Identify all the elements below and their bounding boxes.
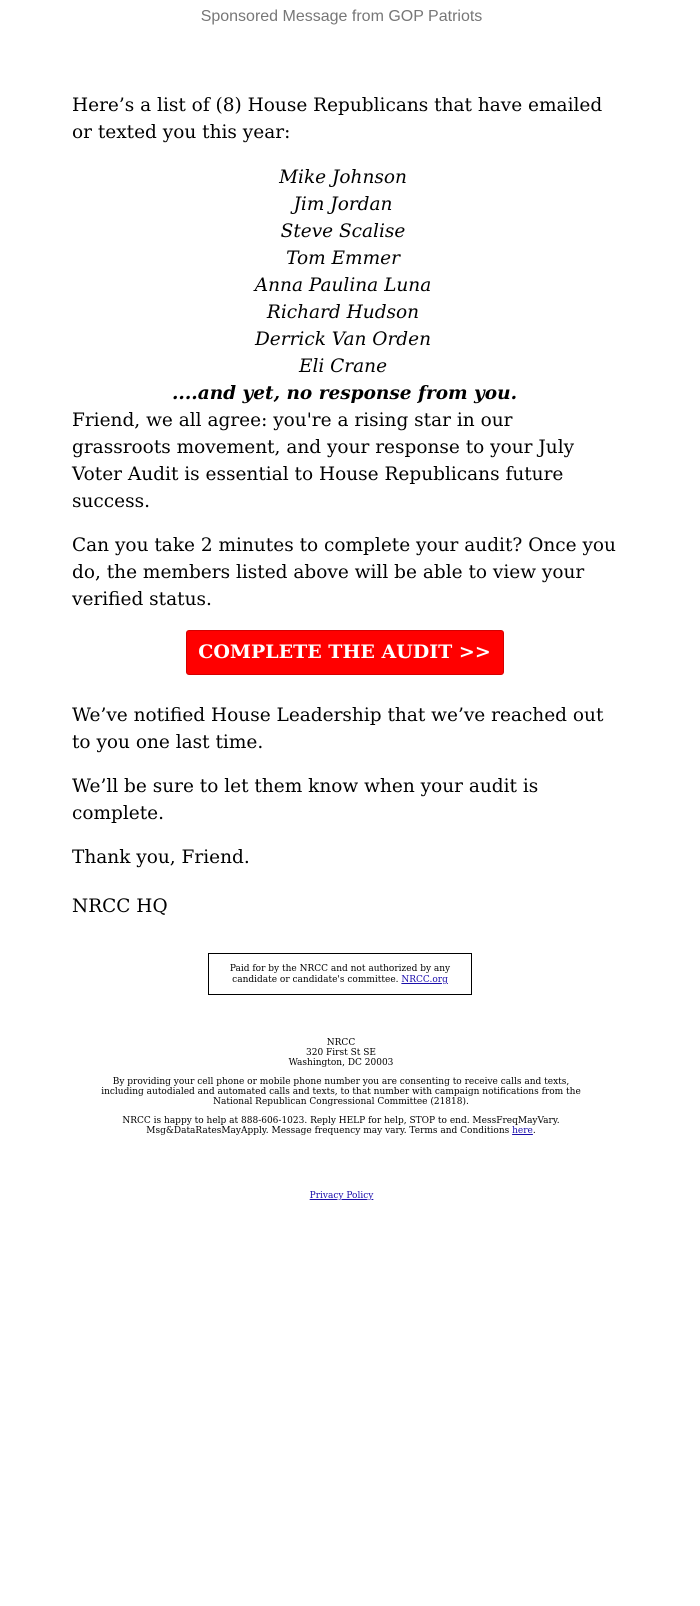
- cta-container: [72, 630, 617, 675]
- thanks-line: Thank you, Friend.: [72, 847, 250, 868]
- privacy-policy-link[interactable]: Privacy Policy: [309, 1191, 374, 1201]
- intro-paragraph: Here’s a list of (8) House Republicans that have emailed or texted you this year:: [72, 95, 603, 143]
- footer-address-line1: 320 First St SE: [306, 1048, 376, 1058]
- tagline: ....and yet, no response from you.: [171, 383, 518, 404]
- names-list: [69, 164, 617, 380]
- complete-audit-button[interactable]: COMPLETE THE AUDIT >>: [186, 630, 504, 675]
- disclaimer-text: Paid for by the NRCC and not authorized by any candidate or candidate's committee.: [229, 964, 451, 985]
- nrcc-org-link[interactable]: NRCC.org: [401, 975, 448, 985]
- email-body: [72, 92, 617, 920]
- paragraph-audit-request: Can you take 2 minutes to complete your audit? Once you do, the members listed above will be able to view your verified status.: [72, 535, 616, 610]
- signature: NRCC HQ: [72, 896, 168, 917]
- name-item: Jim Jordan: [293, 194, 393, 215]
- name-item: Tom Emmer: [286, 248, 400, 269]
- footer-consent: By providing your cell phone or mobile phone number you are consenting to receive calls and texts, including autodialed and automated calls and texts, to that number with campaign notifications from the National Republican Congressional Committee (21818).: [101, 1077, 581, 1107]
- footer-address-line2: Washington, DC 20003: [288, 1058, 394, 1068]
- footer: [94, 1038, 588, 1136]
- footer-org: NRCC: [326, 1038, 356, 1048]
- privacy-container: [0, 1191, 683, 1201]
- sponsored-header: Sponsored Message from GOP Patriots: [200, 8, 483, 25]
- paid-for-disclaimer: [208, 953, 472, 995]
- name-item: Richard Hudson: [266, 302, 420, 323]
- name-item: Anna Paulina Luna: [254, 275, 432, 296]
- name-item: Derrick Van Orden: [254, 329, 432, 350]
- paragraph-notified: We’ve notified House Leadership that we’ve reached out to you one last time.: [72, 705, 604, 753]
- name-item: Eli Crane: [298, 356, 388, 377]
- terms-link[interactable]: here: [512, 1126, 533, 1136]
- name-item: Mike Johnson: [279, 167, 407, 188]
- paragraph-rising-star: Friend, we all agree: you're a rising star in our grassroots movement, and your response to your July Voter Audit is essential to House Republicans future success.: [72, 410, 575, 512]
- name-item: Steve Scalise: [280, 221, 406, 242]
- footer-help-text: NRCC is happy to help at 888-606-1023. Reply HELP for help, STOP to end. MessFreqMayVary. Msg&DataRatesMayApply. Message frequency may vary. Terms and Conditions: [122, 1116, 560, 1136]
- paragraph-let-know: We’ll be sure to let them know when your audit is complete.: [72, 776, 539, 824]
- footer-help: NRCC is happy to help at 888-606-1023. Reply HELP for help, STOP to end. MessFreqMayVary. Msg&DataRatesMayApply. Message frequency may vary. Terms and Conditions here.: [122, 1116, 560, 1136]
